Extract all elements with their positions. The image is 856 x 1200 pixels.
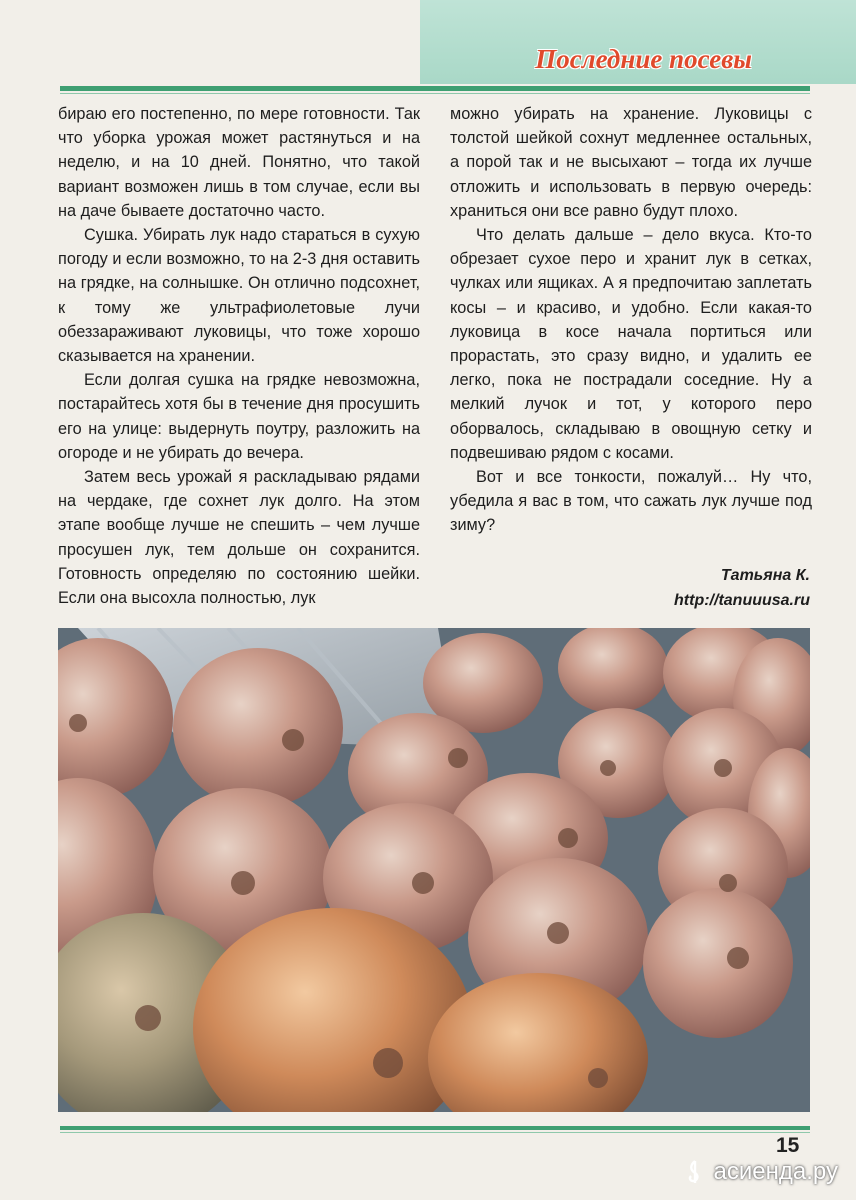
paragraph: Затем весь урожай я раскладываю рядами на чердаке, где сохнет лук долго. На этом этапе вообще лучше не спешить – чем лучше просушен лук, тем дольше он сохранится. Готовность определяю по состоянию шейки. Если она высохла полностью, лук bbox=[58, 468, 420, 608]
paragraph: можно убирать на хранение. Луковицы с толстой шейкой сохнут медленнее остальных, а порой так и не высыхают – тогда их лучше отложить и использовать в первую очередь: храниться они все равно будут плохо. bbox=[450, 105, 812, 220]
article-column-right bbox=[450, 102, 812, 538]
onion-illustration bbox=[58, 628, 810, 1112]
paragraph: Что делать дальше – дело вкуса. Кто-то обрезает сухое перо и хранит лук в сетках, чулках или ящиках. А я предпочитаю заплетать косы – и красиво, и удобно. Если какая-то луковица в косе начала портиться или прорастать, это сразу видно, и удалить ее легко, пока не пострадали соседние. Ну а мелкий лучок и тот, у которого перо оборвалось, складываю в овощную сетку и подвешиваю рядом с косами. bbox=[450, 226, 812, 462]
bottom-rule bbox=[60, 1126, 810, 1130]
paragraph: Сушка. Убирать лук надо стараться в сухую погоду и если возможно, то на 2-3 дня оставить на грядке, на солнышке. Он отлично подсохнет, к тому же ультрафиолетовые лучи обеззараживают луковицы, что тоже хорошо сказывается на хранении. bbox=[58, 226, 420, 366]
paragraph: Вот и все тонкости, пожалуй… Ну что, убедила я вас в том, что сажать лук лучше под зиму? bbox=[450, 468, 812, 535]
author-website: http://tanuuusa.ru bbox=[674, 592, 810, 609]
paragraph: бираю его постепенно, по мере готовности. Так что уборка урожая может растянуться и на неделю, и на 10 дней. Понятно, что такой вариант возможен лишь в том случае, если вы на даче бываете достаточно часто. bbox=[58, 105, 420, 220]
bottom-rule-thin bbox=[60, 1132, 810, 1133]
top-rule bbox=[60, 86, 810, 91]
site-watermark bbox=[682, 1158, 838, 1186]
top-rule-thin bbox=[60, 93, 810, 94]
watermark-text: асиенда.ру bbox=[713, 1158, 838, 1185]
page-number: 15 bbox=[776, 1134, 800, 1157]
section-title: Последние посевы bbox=[535, 44, 752, 74]
onion-photo bbox=[58, 628, 810, 1112]
signature bbox=[674, 563, 810, 613]
paragraph: Если долгая сушка на грядке невозможна, постарайтесь хотя бы в течение дня просушить его на улице: выдернуть поутру, разложить на огороде и не убирать до вечера. bbox=[58, 371, 420, 462]
author-name: Татьяна К. bbox=[720, 567, 810, 584]
article-column-left bbox=[58, 102, 420, 610]
treble-clef-icon bbox=[682, 1159, 708, 1185]
